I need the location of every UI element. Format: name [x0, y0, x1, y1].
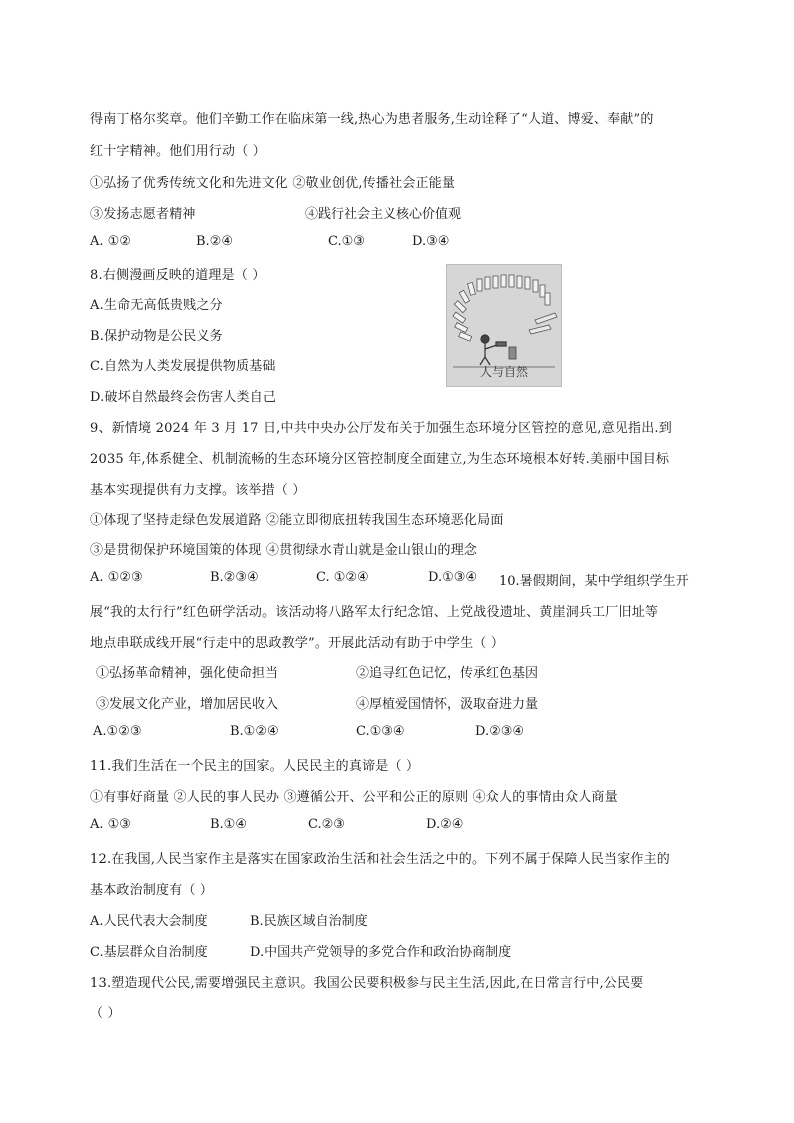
- q9-option-a: A. ①②③: [90, 570, 143, 585]
- q12-option-a: A.人民代表大会制度: [90, 914, 208, 929]
- q12-stem-line2: 基本政治制度有（ ）: [90, 883, 214, 898]
- q10-statement-4: ④厚植爱国情怀，汲取奋进力量: [356, 697, 539, 712]
- q10-option-a: A.①②③: [93, 724, 142, 739]
- q10-option-d: D.②③④: [475, 724, 525, 739]
- q13-stem-line2: （ ）: [90, 1006, 121, 1021]
- q9-option-b: B.②③④: [210, 570, 259, 585]
- q9-stem-line1: 9、新情境 2024 年 3 月 17 日,中共中央办公厅发布关于加强生态环境分区管控的意见,意见指出.到: [90, 421, 672, 436]
- q8-option-a: A.生命无高低贵贱之分: [90, 298, 223, 313]
- q10-option-b: B.①②④: [230, 724, 279, 739]
- q10-statement-1: ①弘扬革命精神，强化使命担当: [96, 666, 279, 681]
- q7-statement-1-2: ①弘扬了优秀传统文化和先进文化 ②敬业创优,传播社会正能量: [90, 176, 456, 191]
- q10-statement-3: ③发展文化产业，增加居民收入: [96, 697, 279, 712]
- q10-stem-line1: 10.暑假期间，某中学组织学生开: [499, 574, 689, 589]
- q8-option-d: D.破坏自然最终会伤害人类自己: [90, 390, 277, 405]
- q9-option-d: D.①③④: [428, 570, 478, 585]
- q7-option-a: A. ①②: [90, 234, 131, 249]
- q12-option-b: B.民族区域自治制度: [250, 914, 368, 929]
- q7-statement-3: ③发扬志愿者精神: [90, 207, 196, 222]
- q7-stem-line1: 得南丁格尔奖章。他们辛勤工作在临床第一线,热心为患者服务,生动诠释了“人道、博爱、奉献”的: [90, 112, 654, 127]
- q11-option-a: A. ①③: [90, 817, 131, 832]
- q11-option-d: D.②④: [426, 817, 464, 832]
- q8-option-c: C.自然为人类发展提供物质基础: [90, 359, 276, 374]
- q7-option-c: C.①③: [328, 234, 365, 249]
- q9-statements-3-4: ③是贯彻保护环境国策的体现 ④贯彻绿水青山就是金山银山的理念: [90, 543, 478, 558]
- q7-option-b: B.②④: [196, 234, 233, 249]
- q10-option-c: C.①③④: [356, 724, 405, 739]
- q7-option-d: D.③④: [412, 234, 450, 249]
- q12-option-d: D.中国共产党领导的多党合作和政治协商制度: [250, 945, 512, 960]
- cartoon-caption: 人与自然: [479, 365, 528, 379]
- q9-option-c: C. ①②④: [316, 570, 369, 585]
- q12-stem-line1: 12.在我国,人民当家作主是落实在国家政治生活和社会生活之中的。下列不属于保障人民当家作主的: [90, 852, 671, 867]
- q9-statements-1-2: ①体现了坚持走绿色发展道路 ②能立即彻底扭转我国生态环境恶化局面: [90, 513, 504, 528]
- q11-stem: 11.我们生活在一个民主的国家。人民民主的真谛是（ ）: [90, 759, 420, 774]
- q8-stem: 8.右侧漫画反映的道理是（ ）: [90, 268, 266, 283]
- q8-cartoon-image: [446, 264, 562, 387]
- q12-option-c: C.基层群众自治制度: [90, 945, 208, 960]
- q13-stem-line1: 13.塑造现代公民,需要增强民主意识。我国公民要积极参与民主生活,因此,在日常言行中,公民要: [90, 976, 644, 991]
- q7-statement-4: ④践行社会主义核心价值观: [305, 207, 462, 222]
- q10-statement-2: ②追寻红色记忆，传承红色基因: [356, 666, 539, 681]
- q11-option-c: C.②③: [308, 817, 345, 832]
- q9-stem-line3: 基本实现提供有力支撑。该举措（ ）: [90, 483, 306, 498]
- q7-stem-line2: 红十字精神。他们用行动（ ）: [90, 144, 266, 159]
- q11-option-b: B.①④: [210, 817, 247, 832]
- q10-stem-line2: 展“我的太行行”红色研学活动。该活动将八路军太行纪念馆、上党战役遗址、黄崖洞兵工厂旧址等: [90, 605, 659, 620]
- q11-statements: ①有事好商量 ②人民的事人民办 ③遵循公开、公平和公正的原则 ④众人的事情由众人商量: [90, 790, 618, 805]
- q10-stem-line3: 地点串联成线开展“行走中的思政教学”。开展此活动有助于中学生（ ）: [90, 636, 505, 651]
- q8-option-b: B.保护动物是公民义务: [90, 329, 223, 344]
- q9-stem-line2: 2035 年,体系健全、机制流畅的生态环境分区管控制度全面建立,为生态环境根本好转.美丽中国目标: [90, 452, 670, 467]
